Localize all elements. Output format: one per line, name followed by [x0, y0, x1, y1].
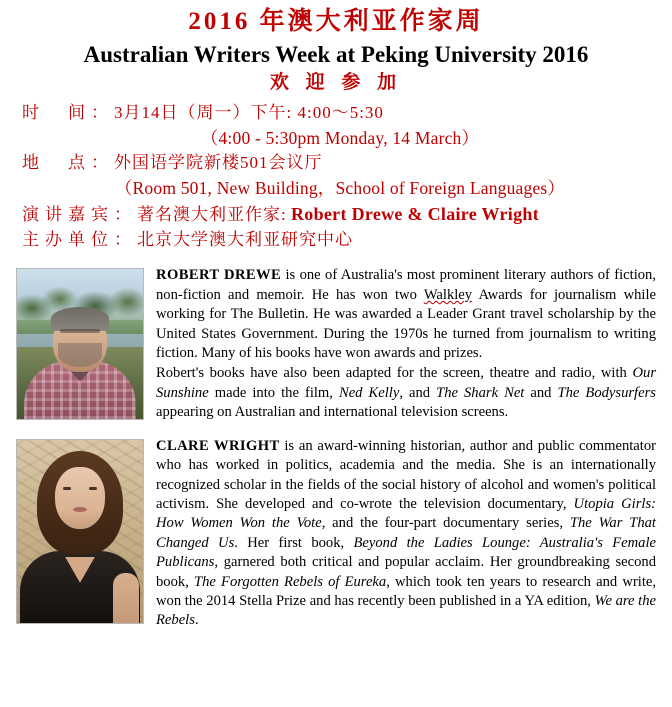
spellcheck-underline-run: Walkley — [423, 286, 473, 303]
robert-drewe-portrait-image — [17, 269, 143, 419]
title-italic-run: The Forgotten Rebels of Eureka — [194, 573, 387, 590]
text-run: , which took ten years to research and write, won the 2014 Stella Prize and has recently been published in a YA edition, — [156, 573, 656, 609]
robert-drewe-photo — [16, 268, 144, 420]
bio-paragraph — [156, 364, 656, 422]
time-colon: ： — [91, 103, 108, 123]
photo-arm — [113, 573, 139, 623]
place-value: 外国语学院新楼501会议厅 — [114, 153, 323, 173]
host-colon: ： — [114, 229, 131, 249]
speakers-colon: ： — [114, 205, 131, 225]
clare-wright-photo — [16, 439, 144, 624]
photo-eye-left — [63, 487, 71, 490]
chinese-title: 2016 年澳大利亚作家周 — [188, 8, 484, 35]
text-run: , and — [399, 384, 437, 401]
welcome-line: 欢 迎 参 加 — [269, 72, 403, 94]
time-value: 3月14日（周一）下午: 4:00～5:30 — [114, 103, 384, 123]
bio-paragraph — [156, 266, 656, 363]
robert-drewe-bio-text — [156, 266, 656, 422]
photo-eye-right — [89, 487, 97, 490]
speaker-names: Robert Drewe & Claire Wright — [290, 204, 540, 225]
place-english: （Room 501, New Building，School of Foreign Languages） — [114, 177, 566, 198]
english-title: Australian Writers Week at Peking University 2016 — [83, 41, 589, 67]
title-italic-run: Beyond the Ladies Lounge: Australia's Female Publicans — [156, 534, 656, 571]
title-italic-run: The Shark Net — [436, 384, 525, 401]
bio-robert-drewe — [8, 266, 664, 422]
photo-brow — [60, 329, 100, 333]
info-row-time — [22, 101, 658, 126]
time-label: 时 间 — [22, 103, 91, 123]
text-run: and — [524, 384, 558, 401]
place-label: 地 点 — [22, 153, 91, 173]
photo-face — [55, 467, 105, 529]
speakers-value: 著名澳大利亚作家: — [137, 205, 287, 225]
info-row-place — [22, 151, 658, 176]
title-italic-run: The War That Changed Us — [156, 515, 656, 551]
info-row-host — [22, 228, 658, 253]
text-run: . Her first book, — [234, 534, 354, 551]
text-run: . — [194, 612, 199, 629]
title-italic-run: Our Sunshine — [156, 365, 656, 401]
speakers-label: 演讲嘉宾 — [22, 205, 114, 225]
text-run: appearing on Australian and international television screens. — [156, 404, 509, 421]
title-italic-run: We are the Rebels — [156, 592, 656, 629]
photo-beard — [58, 343, 102, 367]
text-run: Awards for journalism while working for The Bulletin. He was awarded a Leader Grant travel scholarship by the United States Government. During the 1970s he turned from journalism to writing fiction. Many of his books have won awards and prizes. — [156, 286, 657, 362]
title-italic-run: Utopia Girls: How Women Won the Vote — [156, 495, 656, 532]
text-run: is an award-winning historian, author and public commentator who has worked in politics, academia and the media. She is an internationally recognized scholar in the fields of the social history of alcohol and women's political activism. She developed and co-wrote the television documentary, — [156, 437, 656, 512]
author-name-run: ROBERT DREWE — [156, 267, 282, 284]
text-run: is one of Australia's most prominent literary authors of fiction, non-fiction and memoir. He has won two — [156, 267, 656, 303]
place-colon: ： — [91, 153, 108, 173]
title-italic-run: The Bodysurfers — [557, 384, 656, 401]
info-row-speakers — [22, 201, 658, 228]
photo-hair — [51, 307, 109, 331]
bio-clare-wright — [8, 437, 664, 631]
host-value: 北京大学澳大利亚研究中心 — [137, 229, 353, 249]
time-english: （4:00 - 5:30pm Monday, 14 March） — [200, 127, 480, 148]
clare-wright-portrait-image — [17, 440, 143, 623]
text-run: Robert's books have also been adapted for the screen, theatre and radio, with — [156, 365, 633, 382]
bio-paragraph — [156, 437, 656, 631]
text-run: , garnered both critical and popular acclaim. Her groundbreaking second book, — [156, 554, 656, 590]
author-name-run: CLARE WRIGHT — [156, 437, 280, 454]
title-italic-run: Ned Kelly — [338, 384, 400, 401]
clare-wright-bio-text — [156, 437, 656, 631]
event-info — [8, 101, 664, 252]
host-label: 主办单位 — [22, 229, 114, 249]
text-run: , and the four-part documentary series, — [321, 515, 570, 532]
text-run: made into the film, — [208, 384, 339, 401]
